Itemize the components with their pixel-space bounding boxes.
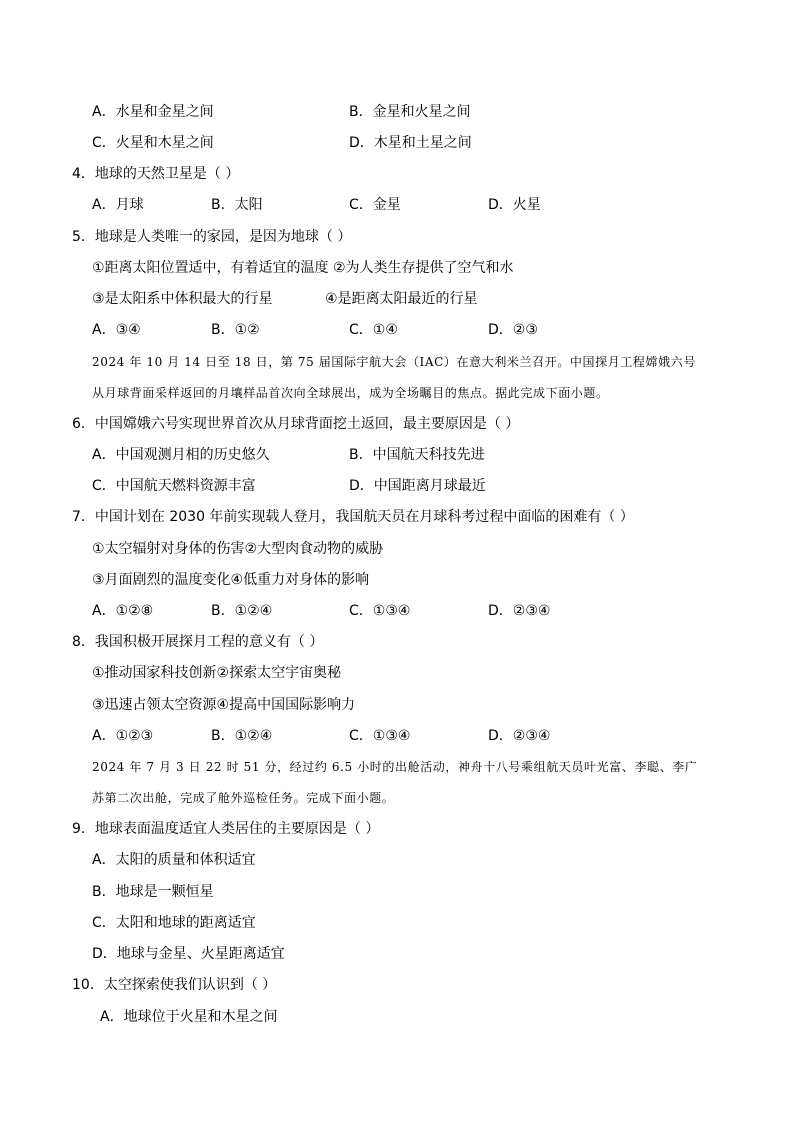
q8-option-b: B．①②④ <box>211 728 273 744</box>
passage-2-line-2: 苏第二次出舱，完成了舱外巡检任务。完成下面小题。 <box>92 791 395 805</box>
q6-option-d: D．中国距离月球最近 <box>349 478 486 494</box>
q6-stem: 6．中国嫦娥六号实现世界首次从月球背面挖土返回，最主要原因是（ ） <box>72 416 520 432</box>
q4-option-d: D．火星 <box>488 197 541 213</box>
q5-option-c: C．①④ <box>349 322 398 338</box>
q9-option-d: D．地球与金星、火星距离适宜 <box>92 946 285 962</box>
q7-option-a: A．①②⑧ <box>92 603 154 619</box>
q8-stem: 8．我国积极开展探月工程的意义有（ ） <box>72 634 324 650</box>
q5-option-a: A．③④ <box>92 322 141 338</box>
q5-statement-1: ①距离太阳位置适中，有着适宜的温度 ②为人类生存提供了空气和水 <box>92 260 514 276</box>
q10-stem: 10．太空探索使我们认识到（ ） <box>72 977 277 993</box>
q3-option-b: B．金星和火星之间 <box>349 104 471 120</box>
q4-option-b: B．太阳 <box>211 197 263 213</box>
q9-option-b: B．地球是一颗恒星 <box>92 884 214 900</box>
q3-option-c: C．火星和木星之间 <box>92 135 214 151</box>
q7-stem: 7．中国计划在 2030 年前实现载人登月，我国航天员在月球科考过程中面临的困难有（ ） <box>72 509 634 525</box>
q10-option-a: A．地球位于火星和木星之间 <box>100 1009 278 1025</box>
q7-option-d: D．②③④ <box>488 603 551 619</box>
q6-option-c: C．中国航天燃料资源丰富 <box>92 478 256 494</box>
q7-option-b: B．①②④ <box>211 603 273 619</box>
q8-option-a: A．①②③ <box>92 728 154 744</box>
passage-1-line-2: 从月球背面采样返回的月壤样品首次向全球展出，成为全场瞩目的焦点。据此完成下面小题。 <box>92 386 609 400</box>
q3-option-a: A．水星和金星之间 <box>92 104 214 120</box>
q5-option-b: B．①② <box>211 322 260 338</box>
passage-2-line-1: 2024 年 7 月 3 日 22 时 51 分，经过约 6.5 小时的出舱活动，神舟十八号乘组航天员叶光富、李聪、李广 <box>92 760 698 774</box>
q6-option-b: B．中国航天科技先进 <box>349 447 485 463</box>
q3-option-d: D．木星和土星之间 <box>349 135 472 151</box>
q4-stem: 4．地球的天然卫星是（ ） <box>72 166 240 182</box>
q5-statement-2a: ③是太阳系中体积最大的行星 <box>92 291 273 307</box>
q5-stem: 5．地球是人类唯一的家园，是因为地球（ ） <box>72 229 352 245</box>
q7-statement-2: ③月面剧烈的温度变化④低重力对身体的影响 <box>92 572 370 588</box>
q8-option-d: D．②③④ <box>488 728 551 744</box>
q9-stem: 9．地球表面温度适宜人类居住的主要原因是（ ） <box>72 821 380 837</box>
q7-option-c: C．①③④ <box>349 603 411 619</box>
q7-statement-1: ①太空辐射对身体的伤害②大型肉食动物的威胁 <box>92 541 384 557</box>
q9-option-c: C．太阳和地球的距离适宜 <box>92 915 256 931</box>
q6-option-a: A．中国观测月相的历史悠久 <box>92 447 270 463</box>
q8-statement-1: ①推动国家科技创新②探索太空宇宙奥秘 <box>92 665 342 681</box>
q9-option-a: A．太阳的质量和体积适宜 <box>92 852 256 868</box>
q5-statement-2b: ④是距离太阳最近的行星 <box>325 291 478 307</box>
q5-option-d: D．②③ <box>488 322 538 338</box>
passage-1-line-1: 2024 年 10 月 14 日至 18 日，第 75 届国际宇航大会（IAC）在意大利米兰召开。中国探月工程嫦娥六号 <box>92 355 696 369</box>
q4-option-c: C．金星 <box>349 197 401 213</box>
q8-statement-2: ③迅速占领太空资源④提高中国国际影响力 <box>92 697 356 713</box>
q4-option-a: A．月球 <box>92 197 144 213</box>
q8-option-c: C．①③④ <box>349 728 411 744</box>
